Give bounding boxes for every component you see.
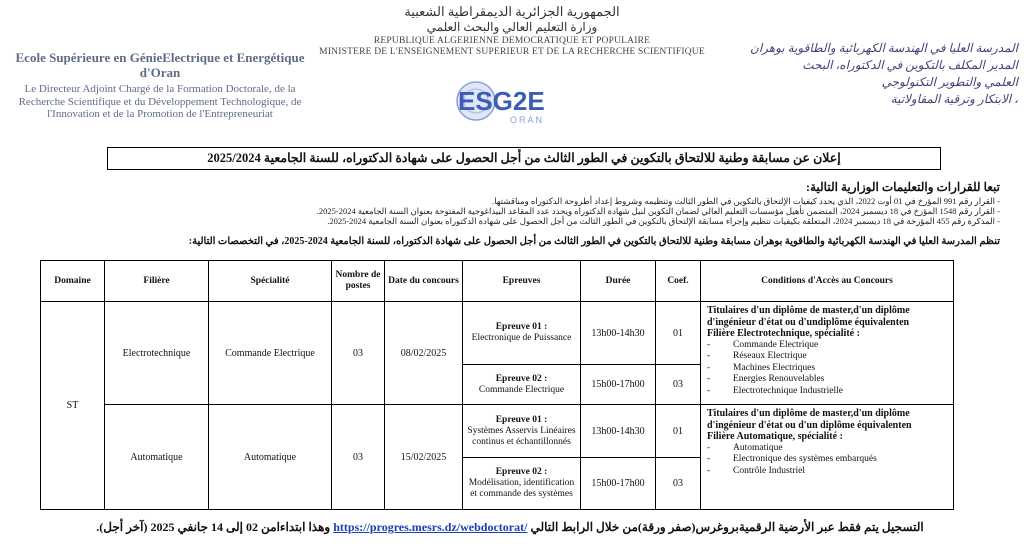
date-cell: 08/02/2025 xyxy=(385,302,463,405)
header-filiere: Filière xyxy=(105,261,209,302)
registration-dates: وهذا ابتداءامن 02 إلى 14 جانفي 2025 (آخر أجل). xyxy=(96,520,331,534)
specialite-cell: Automatique xyxy=(209,405,332,510)
epreuve-cell xyxy=(463,405,581,458)
logo-subtext: ORAN xyxy=(510,115,545,125)
arabic-school-line-2: المدير المكلف بالتكوين في الدكتوراه، البحث xyxy=(802,58,1018,72)
decree-item: - القرار رقم 1548 المؤرخ في 18 ديسمبر 2024، المتضمن تأهيل مؤسسات التعليم العالي لضمان التكوين لنيل شهادة الدكتوراه ويحدد عدد المقاعد البيداغوجية المفتوحة بعنوان السنة الجامعية 2024-2025. xyxy=(316,206,1000,216)
conditions-filiere: Filière Electrotechnique, spécialité : xyxy=(707,328,860,339)
header-date-concours: Date du concours xyxy=(385,261,463,302)
epreuve-cell xyxy=(463,302,581,365)
conditions-cell xyxy=(701,302,954,405)
arabic-school-line-1: المدرسة العليا في الهندسة الكهربائية والطاقوية بوهران xyxy=(750,41,1018,55)
epreuve-cell xyxy=(463,365,581,405)
epreuve-title: Epreuve 01 : xyxy=(495,414,548,425)
school-name: Ecole Supérieure en GénieElectrique et Energétique d'Oran xyxy=(15,50,305,80)
epreuve-title: Epreuve 02 : xyxy=(495,373,548,384)
date-cell: 15/02/2025 xyxy=(385,405,463,510)
announcement-title: إعلان عن مسابقة وطنية للالتحاق بالتكوين في الطور الثالث من أجل الحصول على شهادة الدكتوراه، للسنة الجامعية 2025/2024 xyxy=(107,147,941,170)
conditions-list xyxy=(707,443,947,478)
epreuve-name: Modélisation, identification et commande des systèmes xyxy=(468,478,575,499)
header-specialite: Spécialité xyxy=(209,261,332,302)
specialite-cell: Commande Electrique xyxy=(209,302,332,405)
header-nombre-postes: Nombre de postes xyxy=(332,261,385,302)
epreuve-name: Electronique de Puissance xyxy=(471,333,572,343)
header-epreuves: Epreuves xyxy=(463,261,581,302)
coef-cell: 01 xyxy=(656,405,701,458)
specialties-table xyxy=(40,260,954,510)
arabic-school-line-4: ، الابتكار وترقية المقاولاتية xyxy=(890,92,1018,106)
conditions-item: - Automatique xyxy=(707,443,947,455)
registration-note xyxy=(60,520,960,535)
decree-item: - المذكرة رقم 455 المؤرخة في 18 ديسمبر 2024، المتعلقة بكيفيات تنظيم وإجراء مسابقة الإلتحاق بالتكوين في الطور الثالث من أجل الحصول على شهادة الدكتوراه بعنوان السنة الجامعية 2024-2025. xyxy=(327,216,1000,226)
conditions-item: - Energies Renouvelables xyxy=(707,374,947,386)
domain-cell: ST xyxy=(41,302,105,510)
school-logo xyxy=(454,74,564,128)
duree-cell: 13h00-14h30 xyxy=(581,302,656,365)
logo-text: ESG2E xyxy=(458,86,545,116)
epreuve-title: Epreuve 02 : xyxy=(495,467,548,477)
header-arabic-ministry: وزارة التعليم العالي والبحث العلمي xyxy=(426,20,598,34)
duree-cell: 13h00-14h30 xyxy=(581,405,656,458)
coef-cell: 03 xyxy=(656,458,701,510)
header-domaine: Domaine xyxy=(41,261,105,302)
epreuve-name: Systèmes Asservis Linéaires continus et échantillonnés xyxy=(467,425,576,447)
conditions-title: Titulaires d'un diplôme de master,d'un diplôme d'ingénieur d'état ou d'un diplôme équivalenten xyxy=(707,408,912,431)
school-director-title: Le Directeur Adjoint Chargé de la Formation Doctorale, de la Recherche Scientifique et du Développement Technologique, de l'Innovation et de la Promotion de l'Entrepreneuriat xyxy=(18,83,302,120)
registration-text: التسجيل يتم فقط عبر الأرضية الرقميةبروغرس(صفر ورقة)من خلال الرابط التالي xyxy=(530,520,924,534)
conditions-item: - Machines Electriques xyxy=(707,363,947,375)
header-arabic-republic: الجمهورية الجزائرية الديمقراطية الشعبية xyxy=(404,4,620,19)
conditions-item: - Commande Electrique xyxy=(707,340,947,352)
postes-cell: 03 xyxy=(332,405,385,510)
header-coef: Coef. xyxy=(656,261,701,302)
arabic-school-block xyxy=(718,40,1018,108)
filiere-cell: Electrotechnique xyxy=(105,302,209,405)
decree-item: - القرار رقم 991 المؤرخ في 01 أوت 2022، الذي يحدد كيفيات الإلتحاق بالتكوين في الطور الثالث وتنظيمه وشروط إعداد أطروحة الدكتوراه ومناقشتها. xyxy=(492,196,1000,206)
conditions-item: - Electronique des systèmes embarqués xyxy=(707,454,947,466)
coef-cell: 03 xyxy=(656,365,701,405)
arabic-school-line-3: العلمي والتطوير التكنولوجي xyxy=(881,75,1018,89)
header-french-ministry: MINISTERE DE L'ENSEIGNEMENT SUPERIEUR ET DE LA RECHERCHE SCIENTIFIQUE xyxy=(319,47,705,57)
conditions-list xyxy=(707,340,947,398)
postes-cell: 03 xyxy=(332,302,385,405)
epreuve-name: Commande Electrique xyxy=(478,384,565,395)
duree-cell: 15h00-17h00 xyxy=(581,458,656,510)
organizes-statement: تنظم المدرسة العليا في الهندسة الكهربائية والطاقوية بوهران مسابقة وطنية للالتحاق بالتكوين في الطور الثالث من أجل الحصول على شهادة الدكتوراه، للسنة الجامعية 2024-2025، في التخصصات التالية: xyxy=(188,236,1000,247)
conditions-item: - Réseaux Electrique xyxy=(707,351,947,363)
conditions-filiere: Filière Automatique, spécialité : xyxy=(707,431,843,442)
conditions-item: - Electrotechnique Industrielle xyxy=(707,386,947,398)
epreuve-title: Epreuve 01 : xyxy=(495,322,548,332)
header-french-republic: REPUBLIQUE ALGERIENNE DEMOCRATIQUE ET POPULAIRE xyxy=(373,36,651,46)
header-duree: Durée xyxy=(581,261,656,302)
registration-link[interactable]: https://progres.mesrs.dz/webdoctorat/ xyxy=(333,520,528,534)
duree-cell: 15h00-17h00 xyxy=(581,365,656,405)
epreuve-cell xyxy=(463,458,581,510)
conditions-item: - Contrôle Industriel xyxy=(707,466,947,478)
header-conditions: Conditions d'Accès au Concours xyxy=(701,261,954,302)
coef-cell: 01 xyxy=(656,302,701,365)
decrees-intro: تبعا للقرارات والتعليمات الوزارية التالية: xyxy=(805,180,1000,194)
decrees-list xyxy=(30,196,1000,226)
filiere-cell: Automatique xyxy=(105,405,209,510)
conditions-title: Titulaires d'un diplôme de master,d'un diplôme d'ingénieur d'état ou d'undiplôme équivalenten xyxy=(707,305,910,328)
conditions-cell xyxy=(701,405,954,510)
